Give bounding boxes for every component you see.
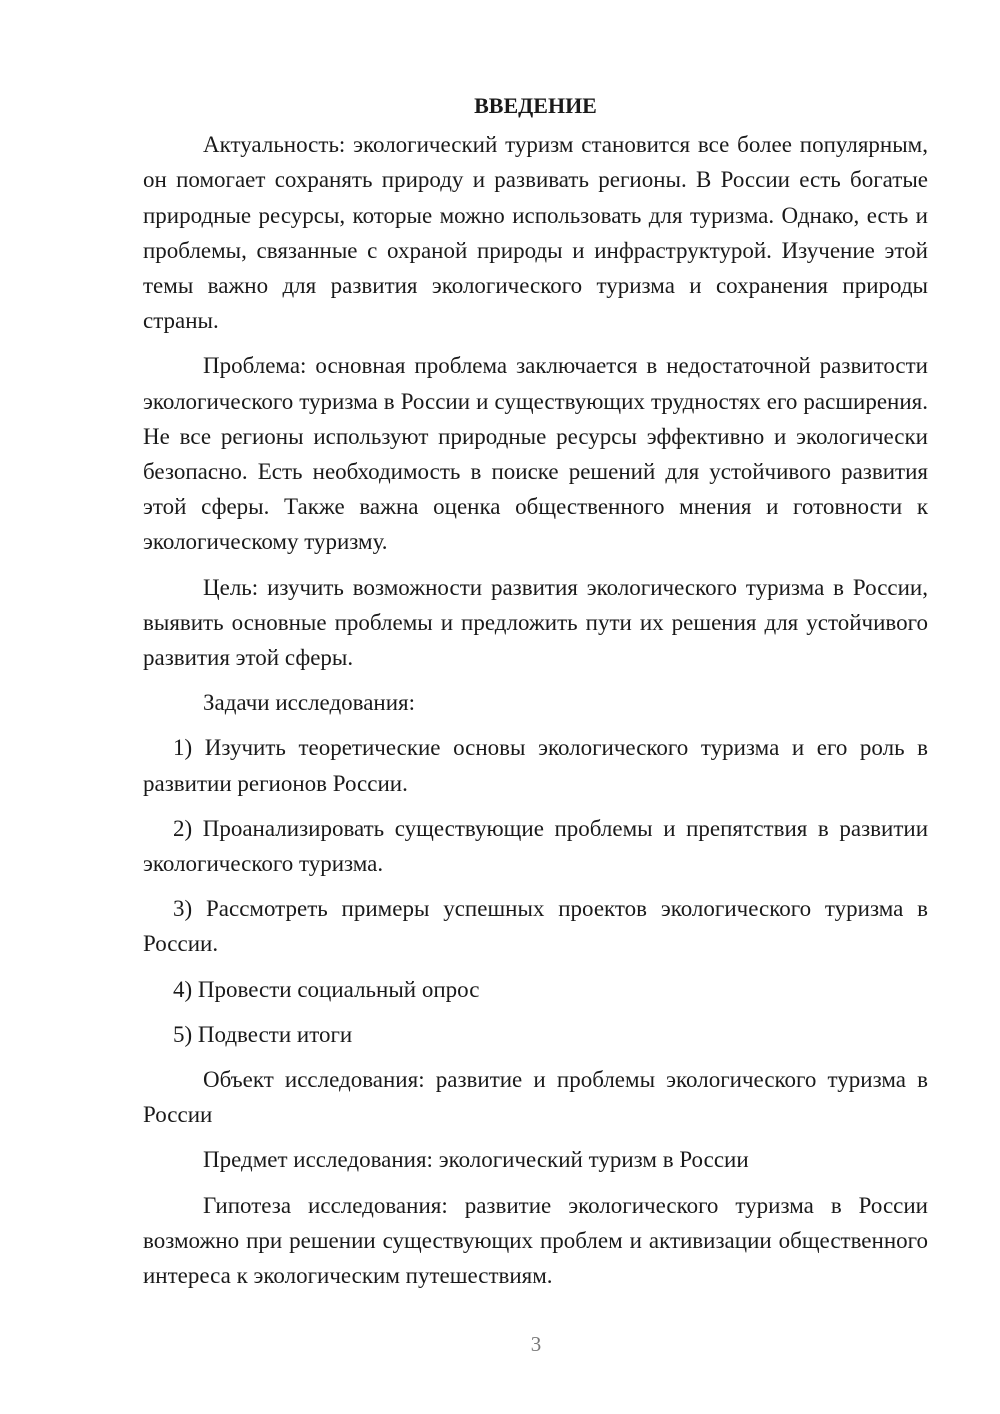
goal-paragraph: Цель: изучить возможности развития экологического туризма в России, выявить основные проблемы и предложить пути их решения для устойчивого развития этой сферы. [143, 574, 928, 671]
task-item-1: 1) Изучить теоретические основы экологического туризма и его роль в развитии регионов России. [143, 735, 928, 796]
subject-paragraph: Предмет исследования: экологический туризм в России [203, 1147, 749, 1173]
hypothesis-paragraph: Гипотеза исследования: развитие экологического туризма в России возможно при решении существующих проблем и активизации общественного интереса к экологическим путешествиям. [143, 1192, 928, 1289]
problem-paragraph: Проблема: основная проблема заключается в недостаточной развитости экологического туризма в России и существующих трудностях его расширения. Не все регионы используют природные ресурсы эффективно и экологически безопасно. Есть необходимость в поиске решений для устойчивого развития этой сферы. Также важна оценка общественного мнения и готовности к экологическому туризму. [143, 353, 928, 555]
task-item-4: 4) Провести социальный опрос [173, 976, 480, 1002]
task-item-5: 5) Подвести итоги [173, 1021, 353, 1047]
page-number: 3 [530, 1332, 542, 1356]
page-title: ВВЕДЕНИЕ [474, 93, 597, 118]
object-paragraph: Объект исследования: развитие и проблемы экологического туризма в России [143, 1067, 928, 1128]
tasks-heading: Задачи исследования: [203, 690, 416, 716]
document-body [143, 88, 928, 1303]
task-item-2: 2) Проанализировать существующие проблемы и препятствия в развитии экологического туризма. [143, 815, 928, 877]
relevance-paragraph: Актуальность: экологический туризм становится все более популярным, он помогает сохранять природу и развивать регионы. В России есть богатые природные ресурсы, которые можно использовать для туризма. Однако, есть и проблемы, связанные с охраной природы и инфраструктурой. Изучение этой темы важно для развития экологического туризма и сохранения природы страны. [143, 132, 928, 334]
task-item-3: 3) Рассмотреть примеры успешных проектов экологического туризма в России. [143, 896, 928, 957]
